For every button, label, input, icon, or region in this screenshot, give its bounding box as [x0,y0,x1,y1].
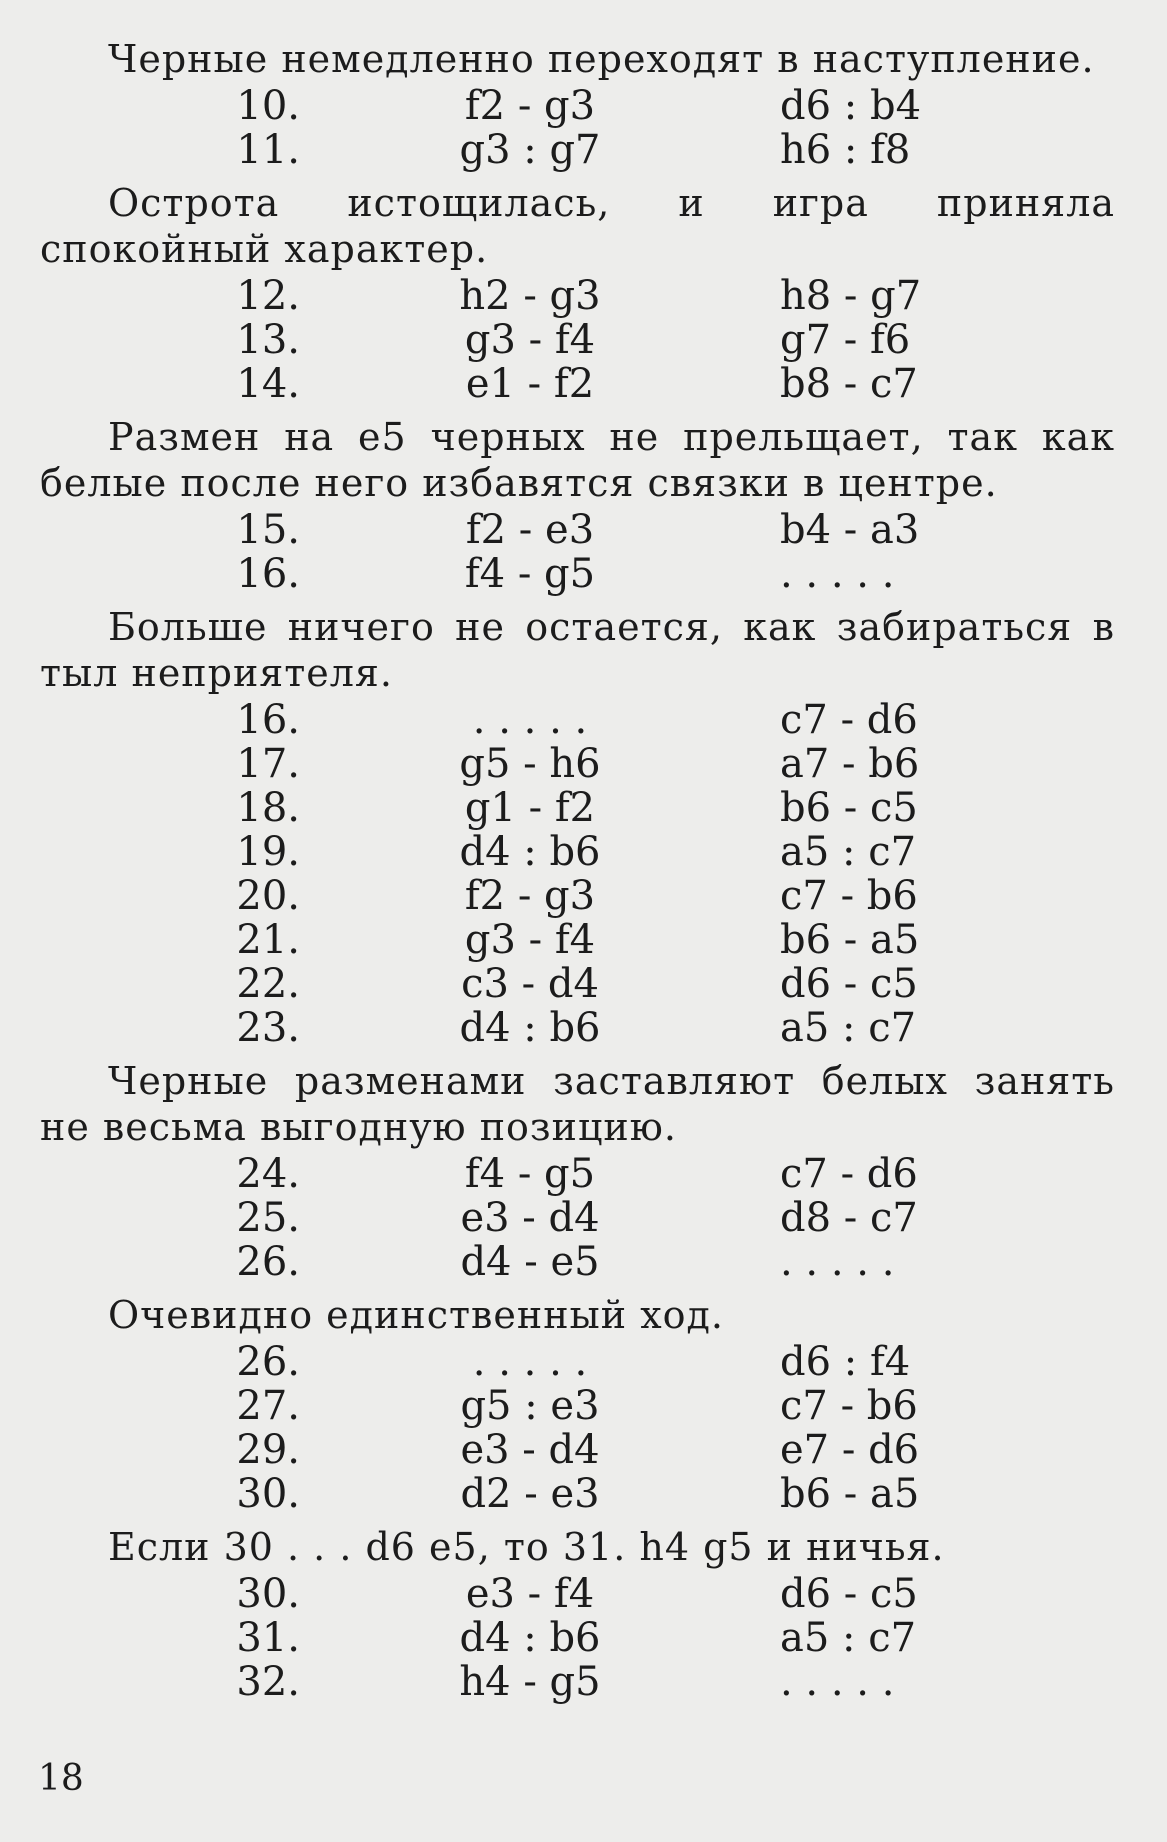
move-row [40,1572,1115,1616]
white-move: g3 : g7 [459,127,601,173]
white-move: d4 : b6 [459,1005,601,1051]
black-move: c7 - b6 [780,873,918,919]
move-number: 27. [236,1383,300,1429]
black-move: d6 - c5 [780,1571,918,1617]
move-row [40,1006,1115,1050]
black-move: g7 - f6 [780,317,911,363]
black-move: a7 - b6 [780,741,920,787]
white-move: f2 - e3 [465,507,595,553]
move-row [40,742,1115,786]
black-move: d6 : f4 [780,1339,911,1385]
move-row [40,274,1115,318]
move-row [40,1340,1115,1384]
move-number: 30. [236,1571,300,1617]
move-list [40,508,1115,596]
black-move: d6 - c5 [780,961,918,1007]
white-move: f2 - g3 [464,83,596,129]
white-move: e3 - f4 [465,1571,595,1617]
move-row [40,874,1115,918]
move-number: 17. [236,741,300,787]
move-row [40,1660,1115,1704]
black-move: h6 : f8 [780,127,911,173]
commentary-paragraph: Острота истощилась, и игра приняла спокойный характер. [40,181,1115,271]
black-move: a5 : c7 [780,829,917,875]
white-move: g5 - h6 [459,741,601,787]
move-row [40,1240,1115,1284]
move-list [40,1152,1115,1284]
move-number: 21. [236,917,300,963]
white-move: f4 - g5 [464,551,596,597]
commentary-paragraph: Очевидно единственный ход. [108,1293,724,1337]
white-move: . . . . . [472,1339,588,1385]
move-number: 26. [236,1239,300,1285]
white-move: e3 - d4 [460,1427,600,1473]
move-row [40,698,1115,742]
move-number: 22. [236,961,300,1007]
move-number: 11. [236,127,300,173]
move-number: 12. [236,273,300,319]
move-row [40,128,1115,172]
black-move: b6 - c5 [780,785,918,831]
move-number: 19. [236,829,300,875]
black-move: h8 - g7 [780,273,922,319]
commentary-paragraph: Если 30 . . . d6 e5, то 31. h4 g5 и ничья. [108,1525,945,1569]
move-row [40,1616,1115,1660]
move-number: 16. [236,551,300,597]
black-move: . . . . . [780,551,895,597]
move-number: 32. [236,1659,300,1705]
white-move: f4 - g5 [464,1151,596,1197]
move-list [40,1572,1115,1704]
move-row [40,1384,1115,1428]
move-row [40,508,1115,552]
commentary-paragraph: Черные немедленно переходят в наступление. [108,37,1095,81]
move-list [40,274,1115,406]
commentary-paragraph: Черные разменами заставляют белых занять не весьма выгодную позицию. [40,1059,1115,1149]
white-move: g3 - f4 [464,917,596,963]
move-number: 13. [236,317,300,363]
move-row [40,962,1115,1006]
move-number: 15. [236,507,300,553]
move-list [40,1340,1115,1516]
move-row [40,918,1115,962]
move-row [40,318,1115,362]
white-move: g5 : e3 [460,1383,600,1429]
white-move: e3 - d4 [460,1195,600,1241]
commentary-paragraph: Размен на e5 черных не прельщает, так как белые после него избавятся связки в центре. [40,415,1115,505]
white-move: e1 - f2 [465,361,595,407]
move-row [40,830,1115,874]
white-move: d2 - e3 [460,1471,600,1517]
move-row [40,362,1115,406]
move-row [40,552,1115,596]
black-move: b4 - a3 [780,507,920,553]
black-move: a5 : c7 [780,1615,917,1661]
move-number: 24. [236,1151,300,1197]
black-move: e7 - d6 [780,1427,920,1473]
move-number: 29. [236,1427,300,1473]
move-number: 16. [236,697,300,743]
book-page [40,30,1115,1712]
white-move: d4 : b6 [459,829,601,875]
move-row [40,1196,1115,1240]
move-row [40,1428,1115,1472]
move-number: 23. [236,1005,300,1051]
move-number: 20. [236,873,300,919]
white-move: d4 : b6 [459,1615,601,1661]
white-move: g3 - f4 [464,317,596,363]
page-number: 18 [38,1758,84,1799]
white-move: . . . . . [472,697,588,743]
move-number: 14. [236,361,300,407]
move-row [40,1152,1115,1196]
white-move: f2 - g3 [464,873,596,919]
black-move: . . . . . [780,1659,895,1705]
white-move: h4 - g5 [459,1659,601,1705]
move-number: 30. [236,1471,300,1517]
black-move: d8 - c7 [780,1195,918,1241]
black-move: c7 - d6 [780,697,918,743]
white-move: h2 - g3 [459,273,601,319]
move-list [40,84,1115,172]
black-move: c7 - b6 [780,1383,918,1429]
black-move: a5 : c7 [780,1005,917,1051]
commentary-paragraph: Больше ничего не остается, как забираться в тыл неприятеля. [40,605,1115,695]
move-number: 10. [236,83,300,129]
move-row [40,84,1115,128]
move-list [40,698,1115,1050]
move-number: 25. [236,1195,300,1241]
black-move: . . . . . [780,1239,895,1285]
black-move: d6 : b4 [780,83,922,129]
move-row [40,1472,1115,1516]
move-row [40,786,1115,830]
black-move: b8 - c7 [780,361,918,407]
white-move: g1 - f2 [464,785,596,831]
black-move: b6 - a5 [780,1471,920,1517]
move-number: 18. [236,785,300,831]
black-move: c7 - d6 [780,1151,918,1197]
move-number: 26. [236,1339,300,1385]
white-move: c3 - d4 [461,961,599,1007]
black-move: b6 - a5 [780,917,920,963]
move-number: 31. [236,1615,300,1661]
white-move: d4 - e5 [460,1239,600,1285]
